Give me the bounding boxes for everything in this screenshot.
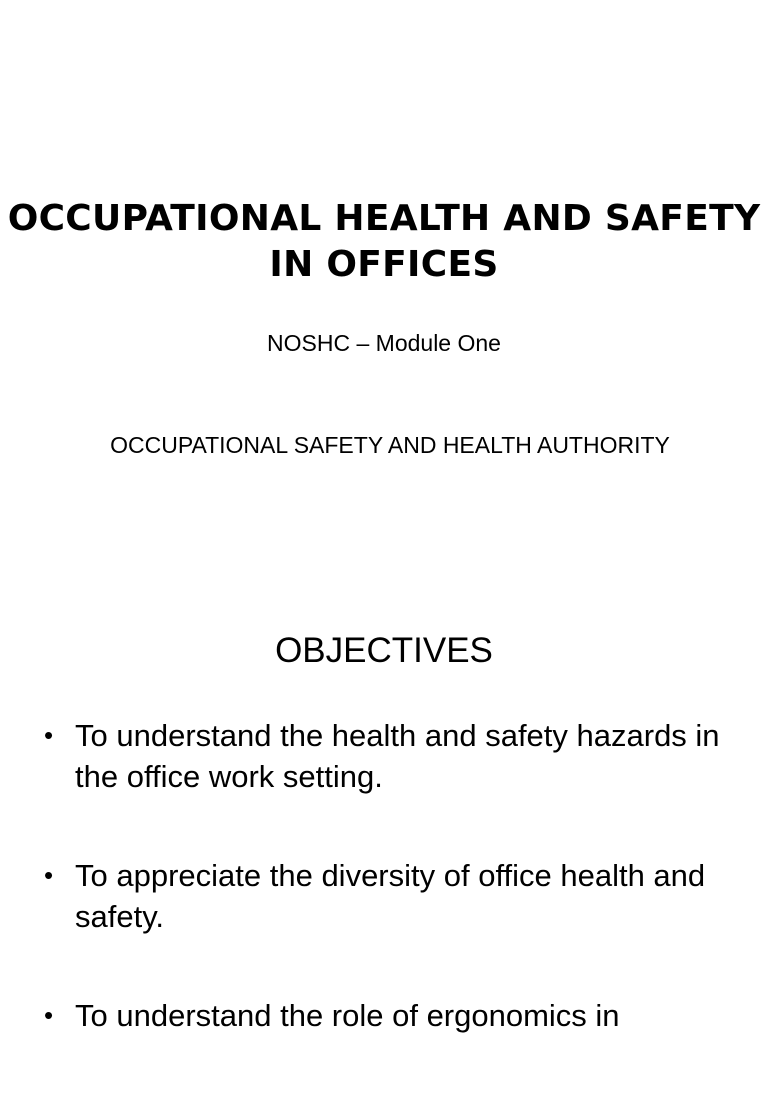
presentation-title [0,196,768,288]
objective-text: To understand the health and safety hazards in the office work setting. [75,718,720,794]
objective-item [0,715,768,797]
objective-text: To understand the role of ergonomics in [75,998,620,1033]
bullet-icon: • [44,1000,54,1030]
objective-text: To appreciate the diversity of office health and safety. [75,858,706,934]
objective-item [0,855,768,937]
bullet-icon: • [44,720,54,750]
objectives-heading: OBJECTIVES [275,631,493,670]
module-subtitle: NOSHC – Module One [267,330,501,356]
objectives-list [0,715,768,1094]
bullet-icon: • [44,860,54,890]
objective-item [0,995,768,1036]
objectives-slide [0,560,768,1033]
organization-name: OCCUPATIONAL SAFETY AND HEALTH AUTHORITY [110,432,670,458]
title-text: OCCUPATIONAL HEALTH AND SAFETY IN OFFICES [7,198,761,285]
